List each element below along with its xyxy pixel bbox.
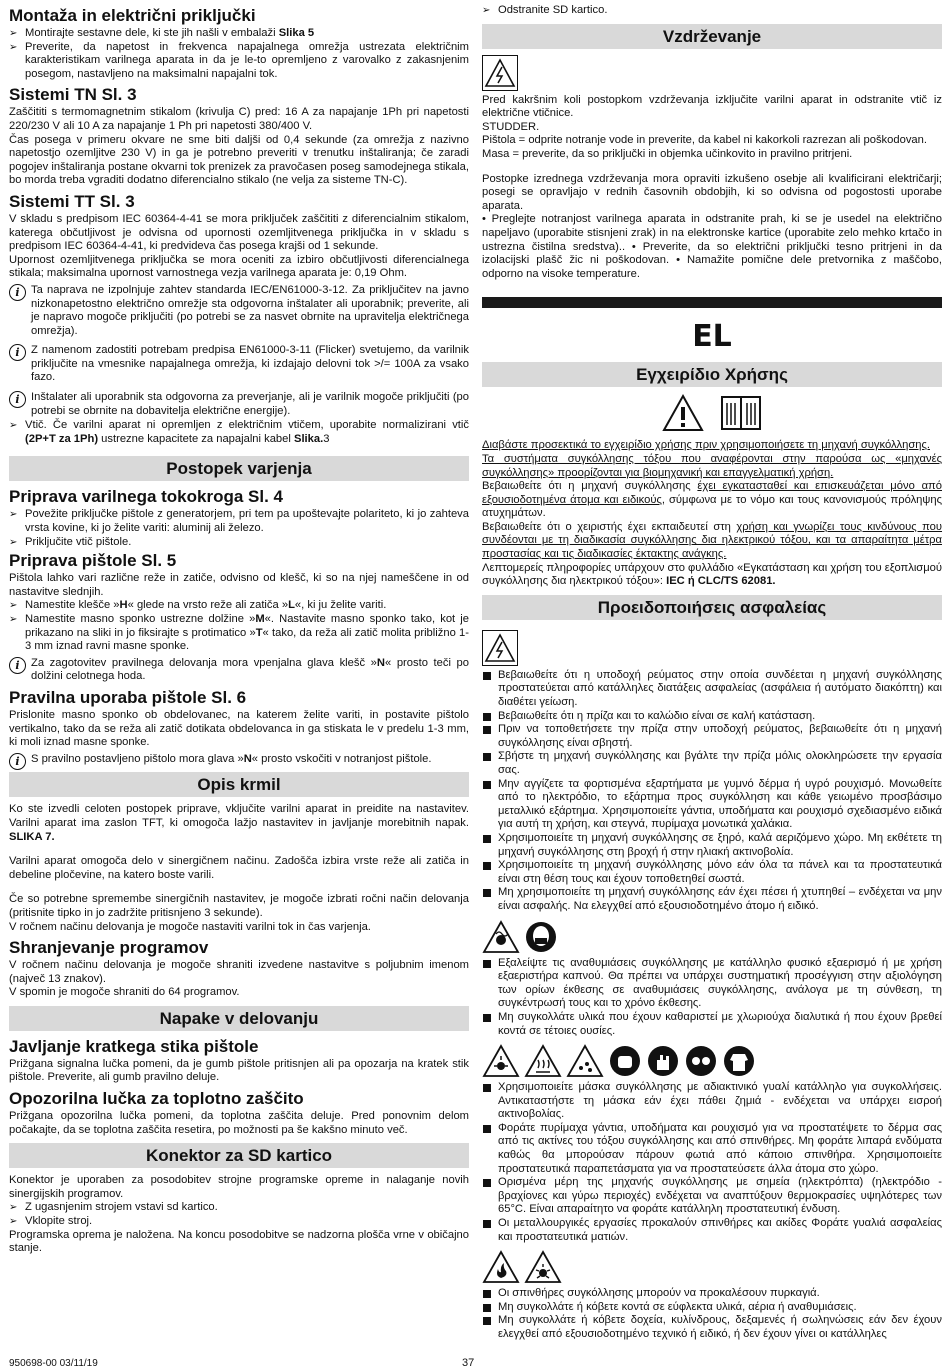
explosion-hazard-icon <box>524 1250 562 1284</box>
text-shranjevanje-2: V spomin je mogoče shraniti do 64 programov. <box>9 986 240 999</box>
text-krmil-1: Ko ste izvedli celoten postopek priprave, vključite varilni aparat in preidite na nastavitev. Varilni aparat ima zaslon TFT, ki omogoča lažjo nastavitev in javljanje morebitnih napak. SLIKA 7. <box>9 803 469 843</box>
section-bar-postopek: Postopek varjenja <box>9 456 469 481</box>
bullet-povezite: ➢ Povežite priključke pištole z generatorjem, pri tem pa upoštevajte polariteto, ki jo zahteva vrsta kovine, ki jo želite variti: aluminij ali železo. <box>9 508 469 535</box>
protective-clothing-icon <box>722 1044 756 1078</box>
bullet-montaza-1: ➢ Montirajte sestavne dele, ki ste jih našli v embalaži Slika 5 <box>9 27 469 41</box>
heading-javljanje: Javljanje kratkega stika pištole <box>9 1036 259 1056</box>
ppe-item-3: Ορισμένα μέρη της μηχανής συγκόλλησης με σημεία (ηλεκτρόπτα) (ηλεκτρόδιο - βραχίονες και γύρω περιοχές) ενδέχεται να αναπτύξουν θερμοκρασίες υψηλότερες των 65°C. Είναι απαραίτητο να φοράτε κατάλληλη προστατευτική ένδυση. <box>482 1176 942 1217</box>
right-column <box>482 4 942 1342</box>
fume-icons-row <box>482 920 942 954</box>
info-note-3: i Inštalater ali uporabnik sta odgovorna za preverjanje, ali je varilnik mogoče priključiti (po potrebi se obrnite na dobavitelja električne energije). <box>9 391 469 418</box>
text-manual-4: Βεβαιωθείτε ότι ο χειριστής έχει εκπαιδευτεί στη χρήση και γνωρίζει τους κινδύνους που συνδέονται με τη διαδικασία συγκόλλησης δια ηλεκτρικού τόξου, και τα απαραίτητα μέτρα προστασίας και τις διαδικασίες έκτακτης ανάγκης. <box>482 520 943 561</box>
language-code: EL <box>692 319 732 355</box>
section-bar-safety: Προειδοποιήσεις ασφαλείας <box>482 595 942 620</box>
left-column <box>9 4 469 1256</box>
respirator-icon <box>524 920 558 954</box>
manual-book-icon <box>719 393 763 433</box>
info-icon: i <box>9 284 26 301</box>
bullet-montaza-2: ➢ Preverite, da napetost in frekvenca napajalnega omrežja ustrezata električnim karakteristikam varilnega aparata in da je le-to opremljeno z varovalko z zakasnjenim posegom, nastavljeno na maksimalni napajalni tok. <box>9 41 469 82</box>
heading-sistemi-tt: Sistemi TT Sl. 3 <box>9 191 135 211</box>
document-code: 950698-00 03/11/19 <box>9 1358 98 1369</box>
section-bar-krmil: Opis krmil <box>9 772 469 797</box>
fume-item-2: Μη συγκολλάτε υλικά που έχουν καθαριστεί με χλωριούχα διαλυτικά ή που έχουν βρεθεί κοντά σε τέτοιες ουσίες. <box>482 1011 942 1038</box>
bullet-sd-3: ➢ Odstranite SD kartico. <box>482 4 942 18</box>
text-tt-1: V skladu s predpisom IEC 60364-4-41 se mora priključek zaščititi z diferencialnim stikalom, katerega občutljivost je odvisna od upornosti ozemljitvenega priključka in v skladu s predpisom IEC 60364-4-41, ki predvideva čas posega krajši od 1 sekunde. <box>9 212 469 253</box>
safety-item-6: Χρησιμοποιείτε τη μηχανή συγκόλλησης σε ξηρό, καλά αεριζόμενο χώρο. Μη εκθέτετε τη μηχανή συγκόλλησης στη βροχή ή στην ηλιακή ακτινοβολία. <box>482 832 942 859</box>
text-krmil-2: Varilni aparat omogoča delo v sinergičnem načinu. Zadošča izbira vrste reže ali zatiča in debeline pločevine, na katero boste varili. <box>9 855 469 881</box>
ppe-item-4: Οι μεταλλουργικές εργασίες προκαλούν σπινθήρες και ακίδες Φοράτε γυαλιά ασφαλείας και προστατευτικά ματιών. <box>482 1217 942 1244</box>
bullet-prikljucite: ➢ Priključite vtič pištole. <box>9 536 469 550</box>
info-note-1: i Ta naprava ne izpolnjuje zahtev standarda IEC/EN61000-3-12. Za priključitev na javno nizkonapetostno električno omrežje sta odgovorna inštalater ali uporabnik; preverite, ali je napravo mogoče priključiti (po potrebi se za nasvet obrnite na upravitelja električnega omrežja). <box>9 284 469 338</box>
fume-item-1: Εξαλείψτε τις αναθυμιάσεις συγκόλλησης με κατάλληλο φυσικό εξαερισμό ή με χρήση εξαεριστήρα καπνού. Θα πρέπει να υπάρχει συστηματική προσέγγιση στην αξιολόγηση των ορίων έκθεσης σε αναθυμιάσεις συγκόλλησης, ανάλογα με τη σύνθεση, τη συγκέντρωσή τους και το χρόνο έκθεσης. <box>482 957 942 1011</box>
text-tn-1: Zaščititi s termomagnetnim stikalom (krivulja C) pred: 16 A za napajanje 1Ph pri napetosti 220/230 V ali 10 A za napajanje 1 Ph pri napetosti 380/400 V. <box>9 106 469 132</box>
safety-item-4: Σβήστε τη μηχανή συγκόλλησης και βγάλτε την πρίζα μόλις ολοκληρώσετε την εργασία σας. <box>482 750 942 777</box>
text-javljanje: Prižgana signalna lučka pomeni, da je gumb pištole pritisnjen ali pa opozarja na kratek stik pištole. Preverite, ali gumb pravilno deluje. <box>9 1057 469 1084</box>
text-vzdrz-6: • Preglejte notranjost varilnega aparata in odstranite prah, ki se je usedel na električno napeljavo (uporabite stisnjeni zrak) in na elektronske kartice (uporabite zelo mehko krtačo in ustrezna čistilna sredstva).. • Preverite, da so električni priključki tesno pritrjeni in da izolacijski plašč žic ni poškodovan. • Namažite pomične dele pretvornika z maščobo, odporno na visoke temperature. <box>482 213 942 280</box>
language-divider <box>482 297 942 308</box>
text-sd-2: Programska oprema je naložena. Na koncu posodobitve se nadzorna plošča vrne v običajno stanje. <box>9 1228 469 1255</box>
safety-item-1: Βεβαιωθείτε ότι η υποδοχή ρεύματος στην οποία συνδέεται η μηχανή συγκόλλησης προστατεύεται από κατάλληλες διατάξεις ασφαλείας (ασφάλεια ή αυτόματο διακόπτη) και διαθέτει γείωση. <box>482 669 942 710</box>
text-uporaba: Prislonite masno sponko ob obdelovanec, na katerem želite variti, in postavite pištolo vertikalno, tako da se reža ali zatič dotikata obdelovanca in ga stiskata le v predelu 1-3 mm, ki moli iznad masne sponke. <box>9 708 469 749</box>
text-krmil-4: V ročnem načinu delovanja je mogoče nastaviti varilni tok in čas varjenja. <box>9 920 371 933</box>
ultraviolet-hazard-icon <box>482 1044 520 1078</box>
fume-hazard-icon <box>482 920 520 954</box>
text-tn-2: Čas posega v primeru okvare ne sme biti daljši od 0,4 sekunde (za omrežja z nazivno napetostjo ozemljitve 230 V) in ga je potrebno preveriti v trenutku inštaliranja; če zaradi pogojev inštaliranja postane okvarni tok prenizek za pravočasen poseg samodejnega stikala, bo morda treba vgraditi dodatno diferencialno stikalo (ne velja za sisteme TN-C). <box>9 133 469 187</box>
text-vzdrz-4: Masa = preverite, da so priključki in objemka učinkovito in pravilno pritrjeni. <box>482 147 853 160</box>
section-bar-napake: Napake v delovanju <box>9 1006 469 1031</box>
fire-item-2: Μη συγκολλάτε ή κόβετε κοντά σε εύφλεκτα υλικά, αέρια ή αναθυμιάσεις. <box>482 1301 942 1315</box>
section-bar-manual: Εγχειρίδιο Χρήσης <box>482 362 942 387</box>
heading-uporaba-pistole: Pravilna uporaba pištole Sl. 6 <box>9 687 247 707</box>
face-shield-icon <box>608 1044 642 1078</box>
text-shranjevanje-1: V ročnem načinu delovanja je mogoče shraniti izvedene nastavitve s poljubnim imenom (največ 13 znakov). <box>9 959 469 985</box>
section-bar-sd: Konektor za SD kartico <box>9 1143 469 1168</box>
info-icon: i <box>9 344 26 361</box>
text-vzdrz-2: STUDDER. <box>482 120 540 133</box>
warning-icon <box>661 393 705 433</box>
page-number: 37 <box>462 1357 475 1369</box>
info-note-2: i Z namenom zadostiti potrebam predpisa EN61000-3-11 (Flicker) svetujemo, da varilnik priključite na vmesnike napajalnega omrežja, ki izdajajo delovni tok >/= 100A za vsako fazo. <box>9 344 469 385</box>
text-pistola: Pištola lahko vari različne reže in zatiče, odvisno od klešč, ki so na njej nameščene in od nastavitve slednjih. <box>9 572 469 598</box>
high-voltage-warning-icon <box>482 630 518 666</box>
info-note-5: i S pravilno postavljeno pištolo mora glava »N« prosto vskočiti v notranjost pištole. <box>9 753 469 767</box>
text-krmil-3: Če so potrebne spremembe sinergičnih nastavitev, je mogoče izbrati ročni način delovanja (pritisnite tipko in jo zadržite pritisnjeno 3 sekunde). <box>9 893 469 919</box>
fire-item-1: Οι σπινθήρες συγκόλλησης μπορούν να προκαλέσουν πυρκαγιά. <box>482 1287 942 1301</box>
ppe-item-1: Χρησιμοποιείτε μάσκα συγκόλλησης με αδιακτινικό γυαλί κατάλληλο για συγκολλήσεις. Αντικαταστήστε τη μάσκα εάν έχει πάθει ζημιά - ενδέχεται να υπάρχει εισροή ακτινοβολίας. <box>482 1081 942 1122</box>
text-manual-3: Βεβαιωθείτε ότι η μηχανή συγκόλλησης έχει εγκατασταθεί και επισκευάζεται μόνο από εξουσιοδοτημένα άτομα και ειδικούς, σύμφωνα με το νόμο και τους κανονισμούς πρόληψης ατυχημάτων. <box>482 480 942 520</box>
safety-item-2: Βεβαιωθείτε ότι η πρίζα και το καλώδιο είναι σε καλή κατάσταση. <box>482 710 942 724</box>
heading-sistemi-tn: Sistemi TN Sl. 3 <box>9 85 137 105</box>
info-icon: i <box>9 391 26 408</box>
text-manual-2: Τα συστήματα συγκόλλησης τόξου που αναφέρονται στην παρούσα ως «μηχανές συγκόλλησης» προορίζονται για βιομηχανική και επαγγελματική χρήση. <box>482 452 942 479</box>
safety-item-7: Χρησιμοποιείτε τη μηχανή συγκόλλησης μόνο εάν όλα τα πάνελ και τα προστατευτικά είναι στη θέση τους και έχουν τοποθετηθεί σωστά. <box>482 859 942 886</box>
safety-glasses-icon <box>684 1044 718 1078</box>
bullet-sd-2: ➢ Vklopite stroj. <box>9 1215 469 1229</box>
text-opozorilna: Prižgana opozorilna lučka pomeni, da toplotna zaščita deluje. Pred ponovnim delom počakajte, da se toplotna zaščita resetira, po možnosti pa še kakšno minuto več. <box>9 1110 469 1136</box>
safety-item-8: Μη χρησιμοποιείτε τη μηχανή συγκόλλησης εάν έχει πέσει ή χτυπηθεί – ενδέχεται να μην είναι ασφαλής. Να ελεγχθεί από εξουσιοδοτημένο άτομο ή ειδικό. <box>482 886 942 913</box>
bullet-masna-sponka: ➢ Namestite masno sponko ustrezne dolžine »M«. Nastavite masno sponko tako, kot je prikazano na sliki in jo fiksirajte s protimatico »T« tako, da reža ali zatič molita približno 1-3 mm iznad ravni masne sponke. <box>9 613 469 654</box>
text-vzdrz-5: Postopke izrednega vzdrževanja mora opraviti izkušeno osebje ali kvalificirani električarji; posegi se opravljajo v rednih časovnih obdobjih, ki so odvisna od pogostosti uporabe aparata. <box>482 172 942 212</box>
heading-priprava-tokokroga: Priprava varilnega tokokroga Sl. 4 <box>9 487 284 507</box>
ppe-icons-row <box>482 1044 942 1078</box>
info-note-4: i Za zagotovitev pravilnega delovanja mora vpenjalna glava klešč »N« prosto teči po dolžini celotnega hoda. <box>9 657 469 684</box>
text-manual-1: Διαβάστε προσεκτικά το εγχειρίδιο χρήσης πριν χρησιμοποιήσετε τη μηχανή συγκόλλησης. <box>482 439 930 452</box>
heading-priprava-pistole: Priprava pištole Sl. 5 <box>9 551 177 571</box>
bullet-vtic: ➢ Vtič. Če varilni aparat ni opremljen z električnim vtičem, uporabite normalizirani vtič (2P+T za 1Ph) ustrezne kapacitete za napajalni kabel Slika.3 <box>9 419 469 446</box>
text-tt-2: Upornost ozemljitvenega priključka se mora oceniti za izbiro občutljivosti diferencialnega stikala; maksimalna upornost varnostnega vezja varilnega aparata je: 0,19 Ohm. <box>9 253 469 280</box>
text-sd-1: Konektor je uporaben za posodobitev strojne programske opreme in nalaganje novih sinergijskih programov. <box>9 1174 469 1200</box>
safety-item-5: Μην αγγίζετε τα φορτισμένα εξαρτήματα με γυμνό δέρμα ή υγρό ρουχισμό. Μονωθείτε από το ηλεκτρόδιο, το εξάρτημα προς συγκόλληση και κάθε γειωμένο προσβάσιμο μεταλλικό εξάρτημα. Χρησιμοποιείτε γάντια, υποδήματα και ρουχισμό σχεδιασμένο ειδικά για αυτή τη χρήση, και στεγνά, πυρίμαχα μονωτικά χαλάκια. <box>482 778 942 832</box>
spark-hazard-icon <box>566 1044 604 1078</box>
gloves-icon <box>646 1044 680 1078</box>
heading-montaza: Montaža in električni priključki <box>9 6 256 25</box>
hot-surface-icon <box>524 1044 562 1078</box>
info-icon: i <box>9 657 26 674</box>
info-icon: i <box>9 753 26 770</box>
high-voltage-warning-icon <box>482 55 518 91</box>
text-manual-5: Λεπτομερείς πληροφορίες υπάρχουν στο φυλλάδιο «Εγκατάσταση και χρήση του εξοπλισμού συγκόλλησης δια ηλεκτρικού τόξου»: IEC ή CLC/TS 62081. <box>482 561 942 588</box>
fire-item-3: Μη συγκολλάτε ή κόβετε δοχεία, κυλίνδρους, δεξαμενές ή σωληνώσεις εάν δεν έχουν ελεγχθεί από εξουσιοδοτημένο τεχνικό ή ειδικό, ή δεν έχουν γίνει οι κατάλληλες <box>482 1314 942 1341</box>
text-vzdrz-1: Pred kakršnim koli postopkom vzdrževanja izključite varilni aparat in odstranite vtič iz električne vtičnice. <box>482 93 942 120</box>
safety-item-3: Πριν να τοποθετήσετε την πρίζα στην υποδοχή ρεύματος, βεβαιωθείτε ότι η μηχανή συγκόλλησης είναι σβηστή. <box>482 723 942 750</box>
fire-hazard-icon <box>482 1250 520 1284</box>
ppe-item-2: Φοράτε πυρίμαχα γάντια, υποδήματα και ρουχισμό για να προστατέψετε το δέρμα σας από τις ακτίνες του τόξου συγκόλλησης και από σπινθήρες. Μη φοράτε λιπαρά ενδύματα καθώς θα μπορούσαν πάρουν φωτιά από κάποιο σπινθήρα. Χρησιμοποιείτε προστατευτικά παραπετάσματα για να προστατεύσετε άλλα άτομα στο χώρο. <box>482 1122 942 1176</box>
heading-opozorilna: Opozorilna lučka za toplotno zaščito <box>9 1089 304 1109</box>
section-bar-vzdrzevanje: Vzdrževanje <box>482 24 942 49</box>
bullet-klesce: ➢ Namestite klešče »H« glede na vrsto reže ali zatiča »L«, ki ju želite variti. <box>9 599 469 613</box>
fire-icons-row <box>482 1250 942 1284</box>
heading-shranjevanje: Shranjevanje programov <box>9 938 209 958</box>
bullet-sd-1: ➢ Z ugasnjenim strojem vstavi sd kartico. <box>9 1201 469 1215</box>
text-vzdrz-3: Pištola = odprite notranje vode in preverite, da kabel ni kakorkoli razrezan ali poškodovan. <box>482 134 927 147</box>
